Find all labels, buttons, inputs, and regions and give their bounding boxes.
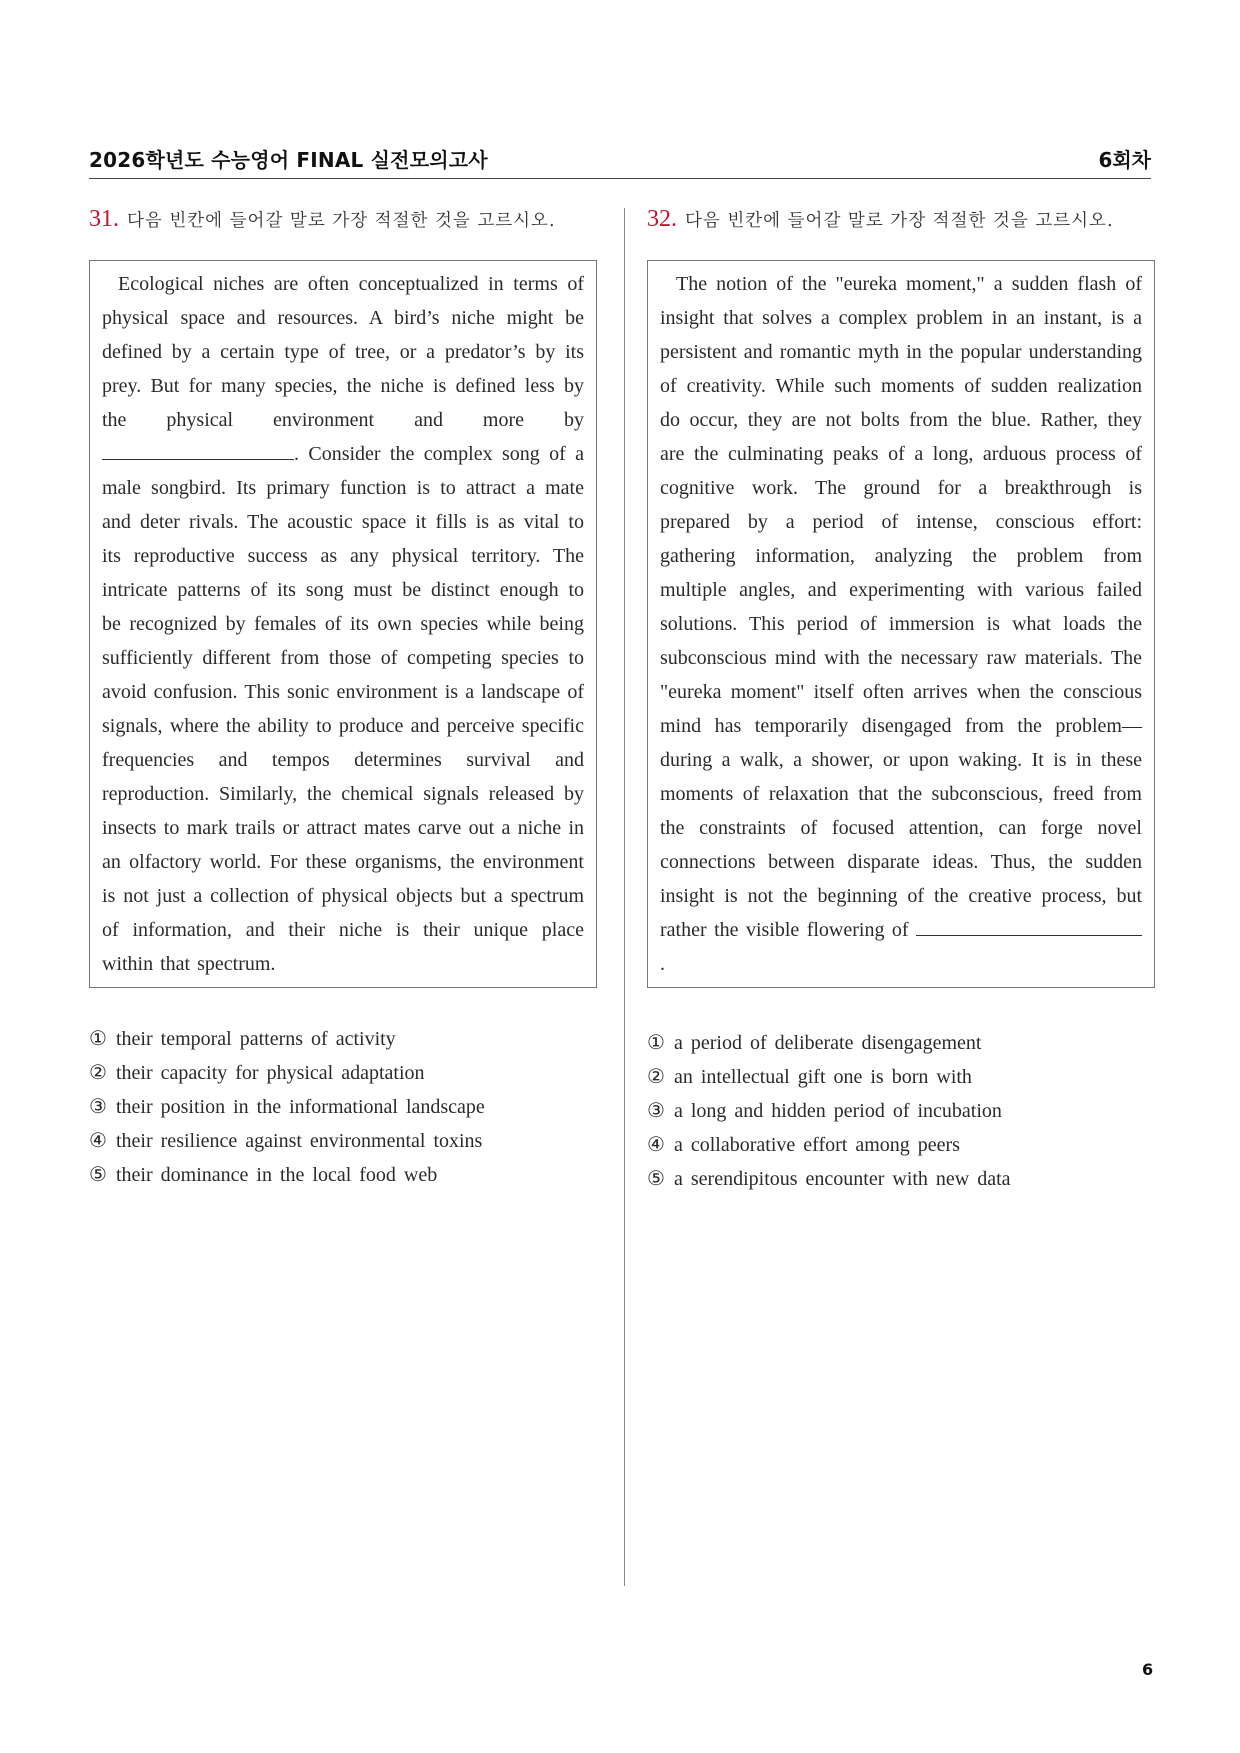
answer-option[interactable] [89, 1158, 597, 1192]
option-mark: ⑤ [647, 1168, 665, 1190]
page-header [89, 140, 1151, 179]
answer-option[interactable] [647, 1162, 1155, 1196]
passage-text-before: The notion of the "eureka moment," a sudden flash of insight that solves a complex problem in an instant, is a persistent and romantic myth in the popular understanding of creativity. While such moments of sudden realization do occur, they are not bolts from the blue. Rather, they are the culminating peaks of a long, arduous process of cognitive work. The ground for a breakthrough is prepared by a period of intense, conscious effort: gathering information, analyzing the problem from multiple angles, and experimenting with various failed solutions. This period of immersion is what loads the subconscious mind with the necessary raw materials. The "eureka moment" itself often arrives when the conscious mind has temporarily disengaged from the problem—during a walk, a shower, or upon waking. It is in these moments of relaxation that the subconscious, freed from the constraints of focused attention, can forge novel connections between disparate ideas. Thus, the sudden insight is not the beginning of the creative process, but rather the visible flowering of [660, 273, 1142, 941]
option-text: a serendipitous encounter with new data [674, 1168, 1011, 1190]
option-text: their temporal patterns of activity [116, 1028, 396, 1050]
page-number: 6 [1142, 1660, 1154, 1679]
answer-option[interactable] [89, 1056, 597, 1090]
column-divider [624, 208, 625, 1586]
exam-round: 6회차 [1098, 148, 1151, 172]
option-text: a long and hidden period of incubation [674, 1100, 1002, 1122]
option-mark: ② [89, 1062, 107, 1084]
passage-text-after: . Consider the complex song of a male songbird. Its primary function is to attract a mate and deter rivals. The acoustic space it fills is as vital to its reproductive success as any physical territory. The intricate patterns of its song must be distinct enough to be recognized by females of its own species while being sufficiently different from those of competing species to avoid confusion. This sonic environment is a landscape of signals, where the ability to produce and perceive specific frequencies and tempos determines survival and reproduction. Similarly, the chemical signals released by insects to mark trails or attract mates carve out a niche in an olfactory world. For these organisms, the environment is not just a collection of physical objects but a spectrum of information, and their niche is their unique place within that spectrum. [102, 443, 584, 975]
option-mark: ④ [89, 1130, 107, 1152]
answer-option[interactable] [89, 1090, 597, 1124]
option-mark: ③ [647, 1100, 665, 1122]
exam-title: 2026학년도 수능영어 FINAL 실전모의고사 [89, 148, 488, 172]
question-header [89, 206, 597, 244]
option-mark: ① [647, 1032, 665, 1054]
answer-options [647, 1026, 1155, 1196]
option-mark: ④ [647, 1134, 665, 1156]
option-text: their dominance in the local food web [116, 1164, 438, 1186]
answer-option[interactable] [89, 1022, 597, 1056]
answer-option[interactable] [647, 1026, 1155, 1060]
option-mark: ③ [89, 1096, 107, 1118]
answer-option[interactable] [647, 1060, 1155, 1094]
answer-blank [102, 437, 294, 460]
question-header [647, 206, 1155, 244]
answer-option[interactable] [647, 1128, 1155, 1162]
option-text: their position in the informational landscape [116, 1096, 485, 1118]
option-text: a period of deliberate disengagement [674, 1032, 982, 1054]
question-31 [89, 206, 597, 1192]
question-32 [647, 206, 1155, 1196]
question-number: 32. [647, 206, 677, 232]
option-mark: ① [89, 1028, 107, 1050]
answer-option[interactable] [89, 1124, 597, 1158]
option-mark: ⑤ [89, 1164, 107, 1186]
passage-box [647, 260, 1155, 988]
question-instruction: 다음 빈칸에 들어갈 말로 가장 적절한 것을 고르시오. [685, 211, 1114, 231]
option-mark: ② [647, 1066, 665, 1088]
passage-box [89, 260, 597, 988]
answer-option[interactable] [647, 1094, 1155, 1128]
question-number: 31. [89, 206, 119, 232]
option-text: their resilience against environmental toxins [116, 1130, 483, 1152]
answer-options [89, 1022, 597, 1192]
option-text: an intellectual gift one is born with [674, 1066, 972, 1088]
option-text: a collaborative effort among peers [674, 1134, 960, 1156]
passage-text-after: . [660, 953, 665, 975]
answer-blank [916, 913, 1142, 936]
option-text: their capacity for physical adaptation [116, 1062, 425, 1084]
question-instruction: 다음 빈칸에 들어갈 말로 가장 적절한 것을 고르시오. [127, 211, 556, 231]
passage-text-before: Ecological niches are often conceptualized in terms of physical space and resources. A bird’s niche might be defined by a certain type of tree, or a predator’s by its prey. But for many species, the niche is defined less by the physical environment and more by [102, 273, 584, 431]
